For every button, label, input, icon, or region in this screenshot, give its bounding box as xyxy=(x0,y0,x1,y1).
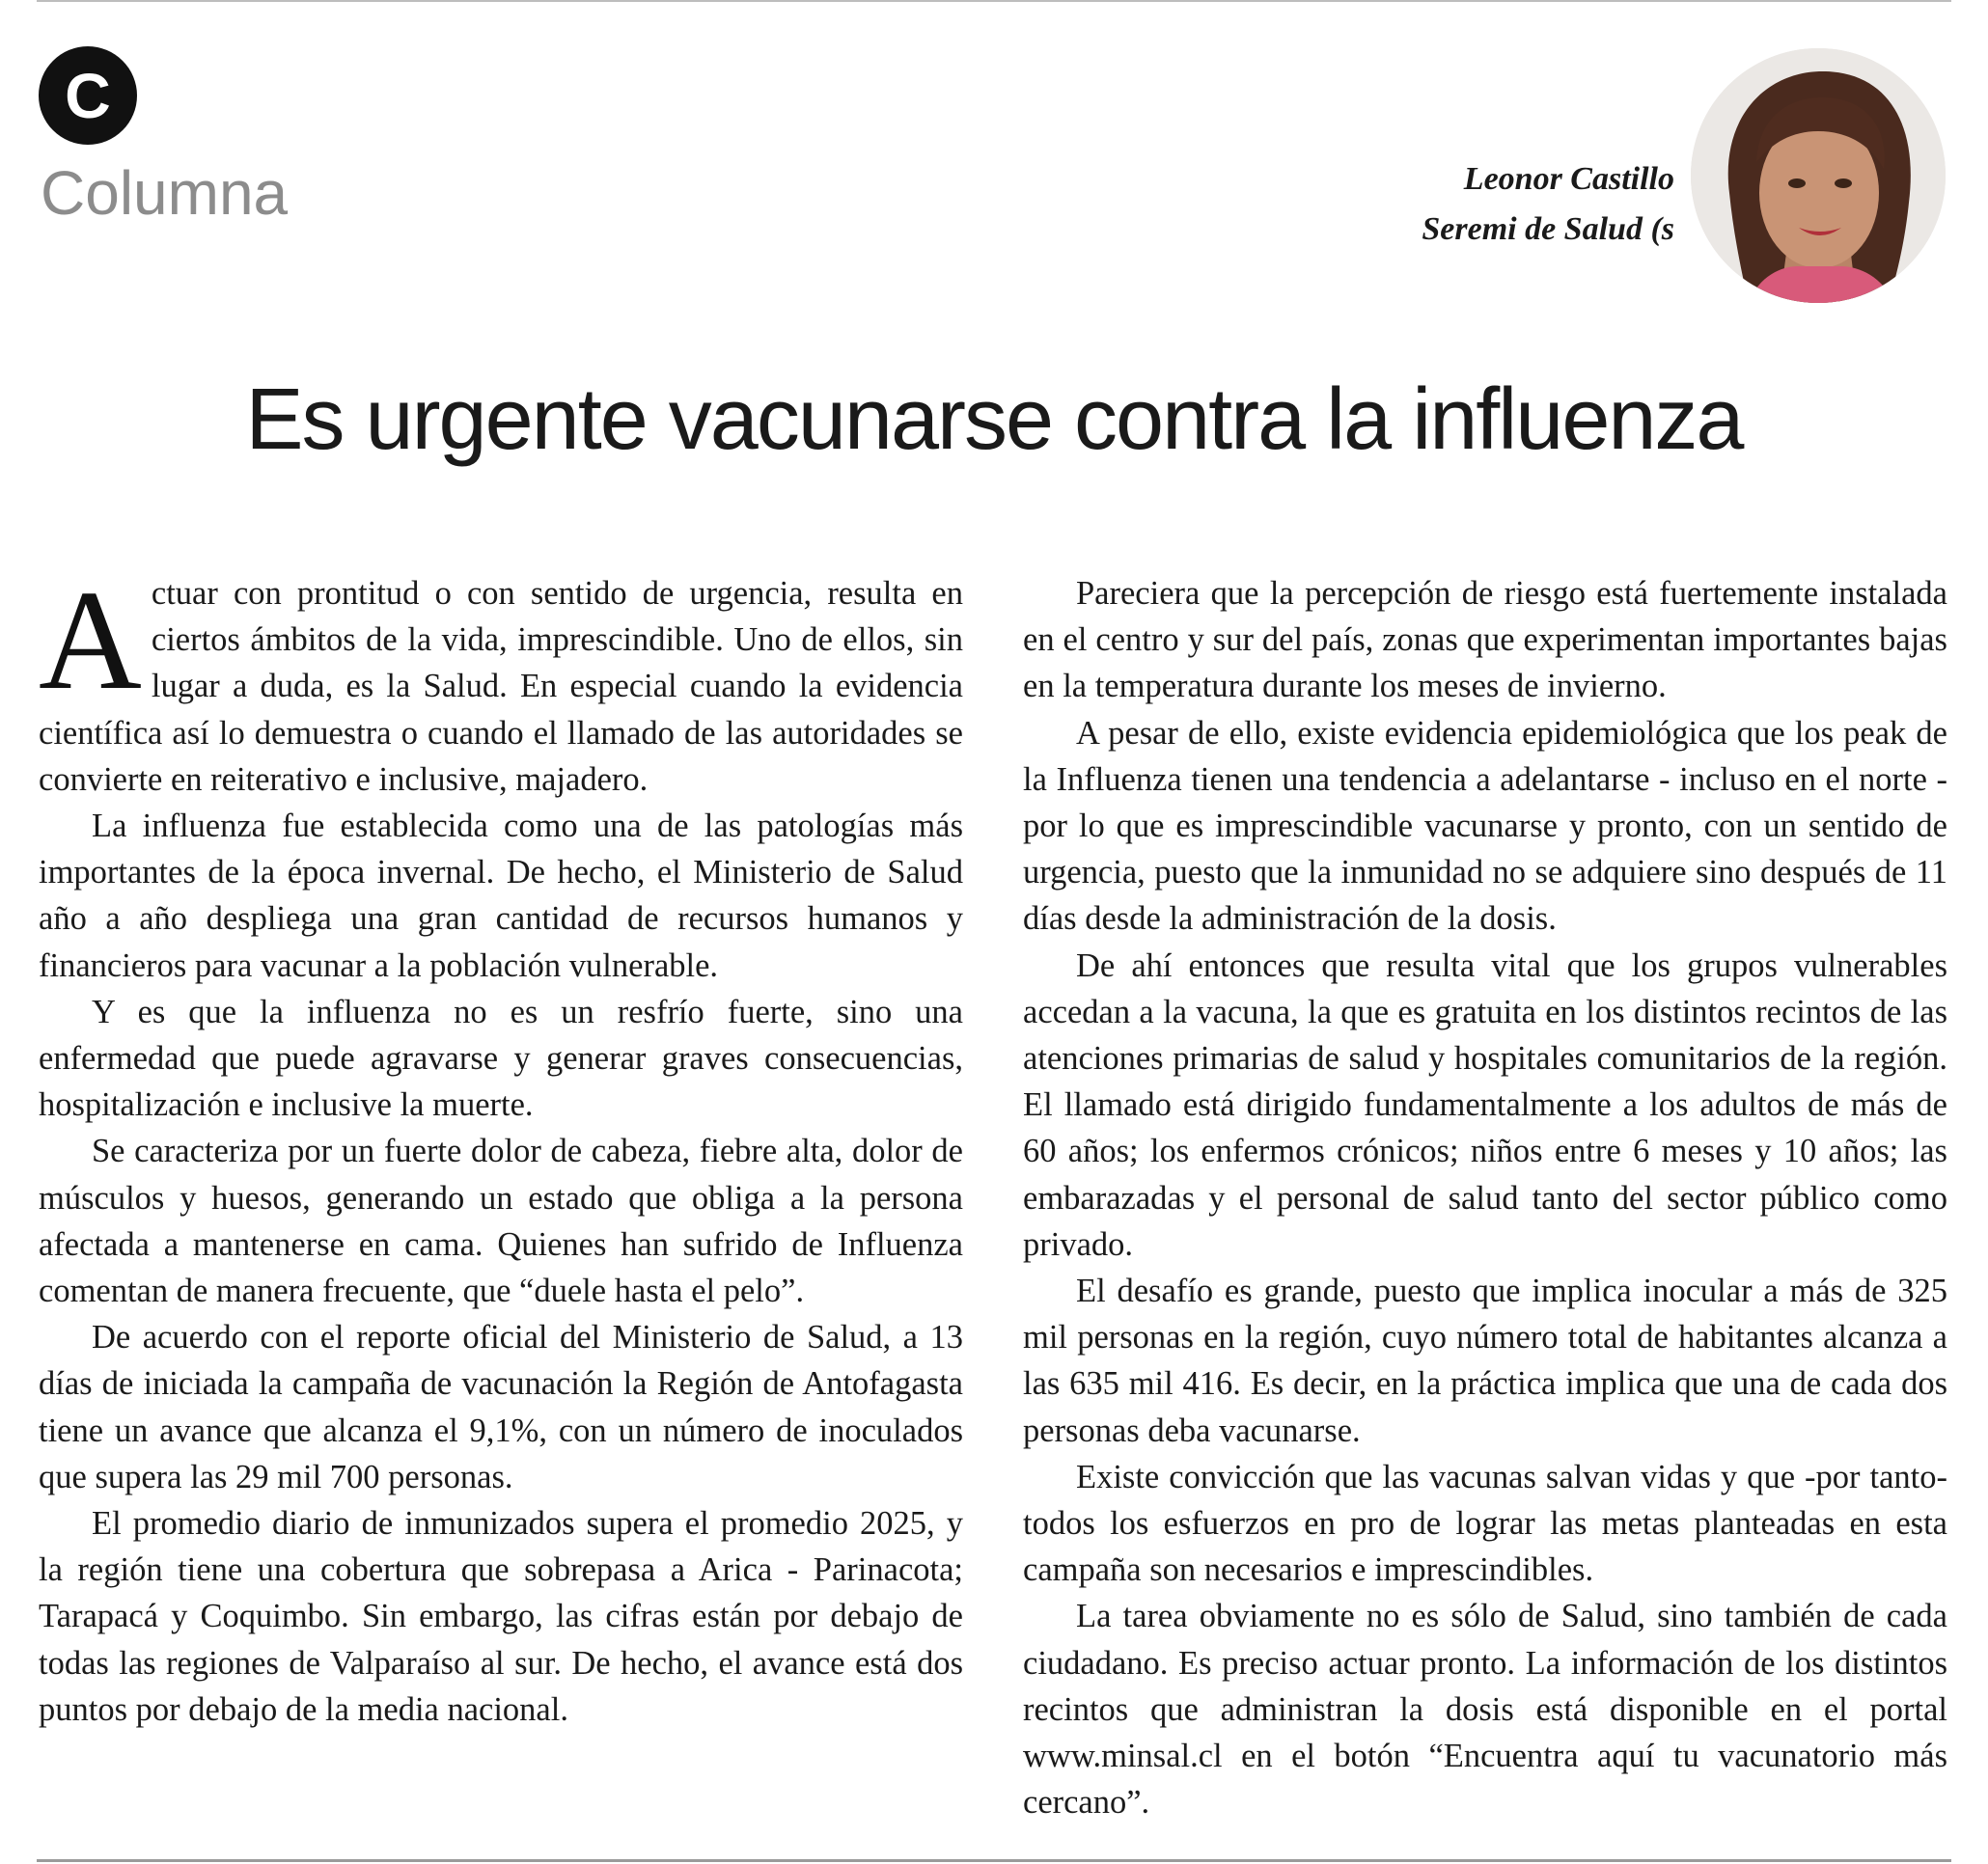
section-badge-letter: C xyxy=(65,60,111,131)
paragraph: Existe convicción que las vacunas salvan vidas y que -por tanto- todos los esfuerzos en pro de lograr las metas planteadas en esta campaña son necesarios e imprescindibles. xyxy=(1023,1458,1947,1589)
drop-cap: A xyxy=(39,562,142,720)
headline: Es urgente vacunarse contra la influenza xyxy=(245,371,1743,468)
article-column-left xyxy=(39,562,963,1733)
bottom-rule xyxy=(37,1859,1951,1862)
section-badge xyxy=(39,46,137,145)
paragraph: La influenza fue establecida como una de las patologías más importantes de la época invernal. De hecho, el Ministerio de Salud año a año despliega una gran cantidad de recursos humanos y financieros para vacunar a la población vulnerable. xyxy=(39,808,963,984)
paragraph: El desafío es grande, puesto que implica inocular a más de 325 mil personas en la región, cuyo número total de habitantes alcanza a las 635 mil 416. Es decir, en la práctica implica que una de cada dos personas deba vacunarse. xyxy=(1023,1273,1947,1449)
article-column-right xyxy=(1023,570,1947,1825)
author-role: Seremi de Salud (s xyxy=(1422,211,1674,247)
paragraph: La tarea obviamente no es sólo de Salud, sino también de cada ciudadano. Es preciso actuar pronto. La información de los distintos recintos que administran la dosis está disponible en el portal www.minsal.cl en el botón “Encuentra aquí tu vacunatorio más cercano”. xyxy=(1023,1598,1947,1822)
author-byline xyxy=(1422,154,1674,255)
author-photo xyxy=(1691,48,1946,303)
top-rule xyxy=(37,0,1951,2)
paragraph: Pareciera que la percepción de riesgo está fuertemente instalada en el centro y sur del país, zonas que experimentan importantes bajas en la temperatura durante los meses de invierno. xyxy=(1023,575,1947,705)
paragraph: Se caracteriza por un fuerte dolor de cabeza, fiebre alta, dolor de músculos y huesos, generando un estado que obliga a la persona afectada a mantenerse en cama. Quienes han sufrido de Influenza comentan de manera frecuente, que “duele hasta el pelo”. xyxy=(39,1133,963,1310)
paragraph: A pesar de ello, existe evidencia epidemiológica que los peak de la Influenza tienen una tendencia a adelantarse - incluso en el norte - por lo que es imprescindible vacunarse y pronto, con un sentido de urgencia, puesto que la inmunidad no se adquiere sino después de 11 días desde la administración de la dosis. xyxy=(1023,714,1947,938)
paragraph-text: ctuar con prontitud o con sentido de urgencia, resulta en ciertos ámbitos de la vida, imprescindible. Uno de ellos, sin lugar a duda, es la Salud. En especial cuando la evidencia científica así lo demuestra o cuando el llamado de las autoridades se convierte en reiterativo e inclusive, majadero. xyxy=(39,575,963,798)
paragraph: El promedio diario de inmunizados supera el promedio 2025, y la región tiene una cobertura que sobrepasa a Arica - Parinacota; Tarapacá y Coquimbo. Sin embargo, las cifras están por debajo de todas las regiones de Valparaíso al sur. De hecho, el avance está dos puntos por debajo de la media nacional. xyxy=(39,1505,963,1728)
author-portrait-icon xyxy=(1691,48,1946,303)
paragraph: De ahí entonces que resulta vital que los grupos vulnerables accedan a la vacuna, la que es gratuita en los distintos recintos de las atenciones primarias de salud y hospitales comunitarios de la región. El llamado está dirigido fundamentalmente a los adultos de más de 60 años; los enfermos crónicos; niños entre 6 meses y 10 años; las embarazadas y el personal de salud tanto del sector público como privado. xyxy=(1023,946,1947,1263)
section-label: Columna xyxy=(41,158,289,228)
paragraph: De acuerdo con el reporte oficial del Ministerio de Salud, a 13 días de iniciada la campaña de vacunación la Región de Antofagasta tiene un avance que alcanza el 9,1%, con un número de inoculados que supera las 29 mil 700 personas. xyxy=(39,1319,963,1495)
paragraph: Y es que la influenza no es un resfrío fuerte, sino una enfermedad que puede agravarse y generar graves consecuencias, hospitalización e inclusive la muerte. xyxy=(39,993,963,1124)
author-name: Leonor Castillo xyxy=(1463,161,1674,197)
paragraph xyxy=(39,562,963,803)
